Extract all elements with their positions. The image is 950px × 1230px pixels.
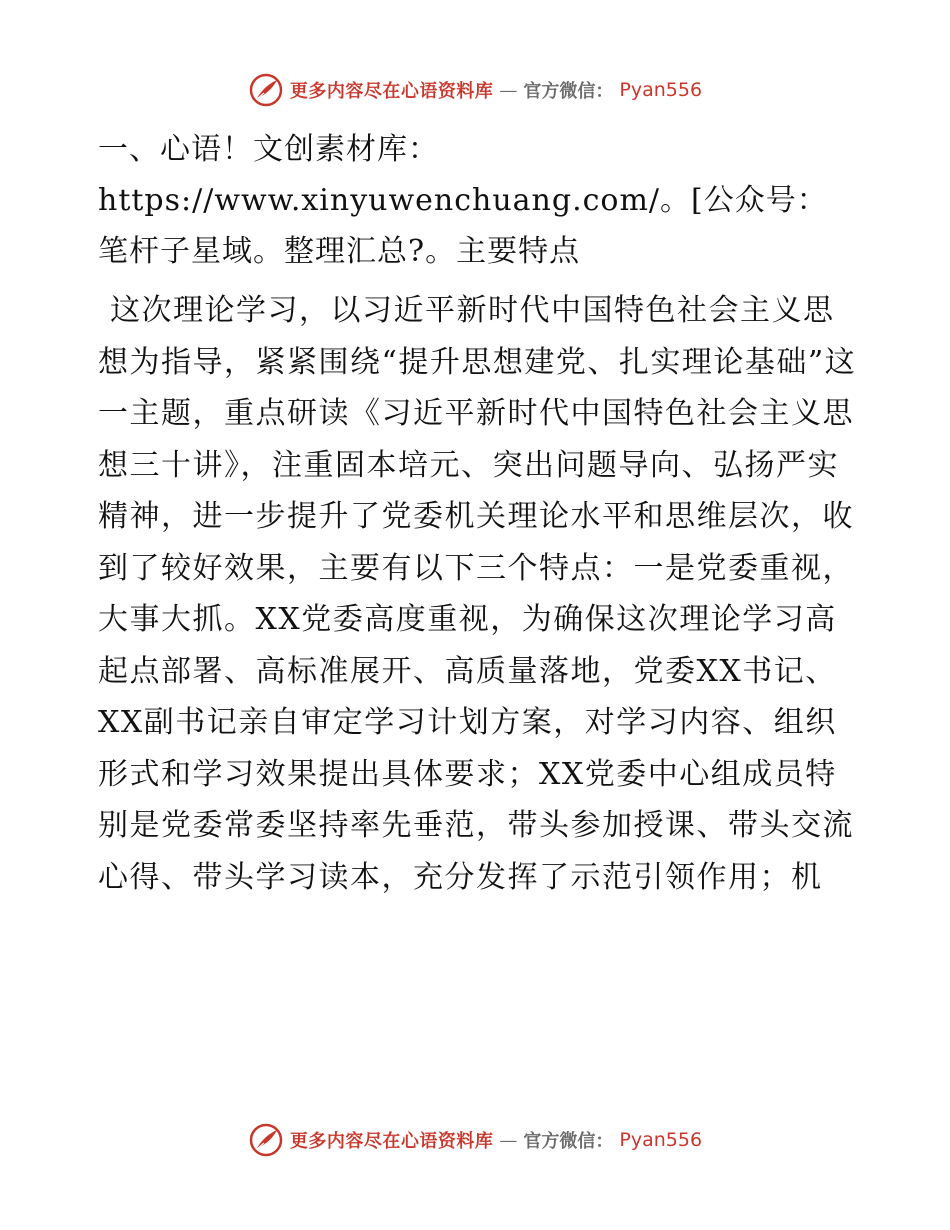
watermark-wechat-id: Pyan556 (619, 79, 703, 101)
watermark-brand-text: 更多内容尽在心语资料库 (289, 81, 494, 102)
watermark-dash: — (499, 79, 518, 101)
watermark-wechat-label: 官方微信： (523, 1131, 614, 1152)
feather-seal-icon (248, 72, 284, 108)
watermark-wechat-label: 官方微信： (523, 81, 614, 102)
watermark-brand-text: 更多内容尽在心语资料库 (289, 1131, 494, 1152)
body-paragraph: 这次理论学习，以习近平新时代中国特色社会主义思想为指导，紧紧围绕“提升思想建党、扎实理论基础”这一主题，重点研读《习近平新时代中国特色社会主义思想三十讲》，注重固本培元、突出问题导向、弘扬严实精神，进一步提升了党委机关理论水平和思维层次，收到了较好效果，主要有以下三个特点：一是党委重视，大事大抓。XX党委高度重视，为确保这次理论学习高起点部署、高标准展开、高质量落地，党委XX书记、XX副书记亲自审定学习计划方案，对学习内容、组织形式和学习效果提出具体要求；XX党委中心组成员特别是党委常委坚持率先垂范，带头参加授课、带头交流心得、带头学习读本，充分发挥了示范引领作用；机 (98, 293, 857, 895)
document-body (98, 124, 858, 903)
header-watermark (0, 68, 950, 112)
footer-watermark (0, 1118, 950, 1162)
watermark-dash: — (499, 1129, 518, 1151)
feather-seal-icon (248, 1122, 284, 1158)
watermark-wechat-id: Pyan556 (619, 1129, 703, 1151)
section-heading: 一、心语！文创素材库：https://www.xinyuwenchuang.com/。[公众号：笔杆子星域。整理汇总?。主要特点 (98, 132, 828, 269)
